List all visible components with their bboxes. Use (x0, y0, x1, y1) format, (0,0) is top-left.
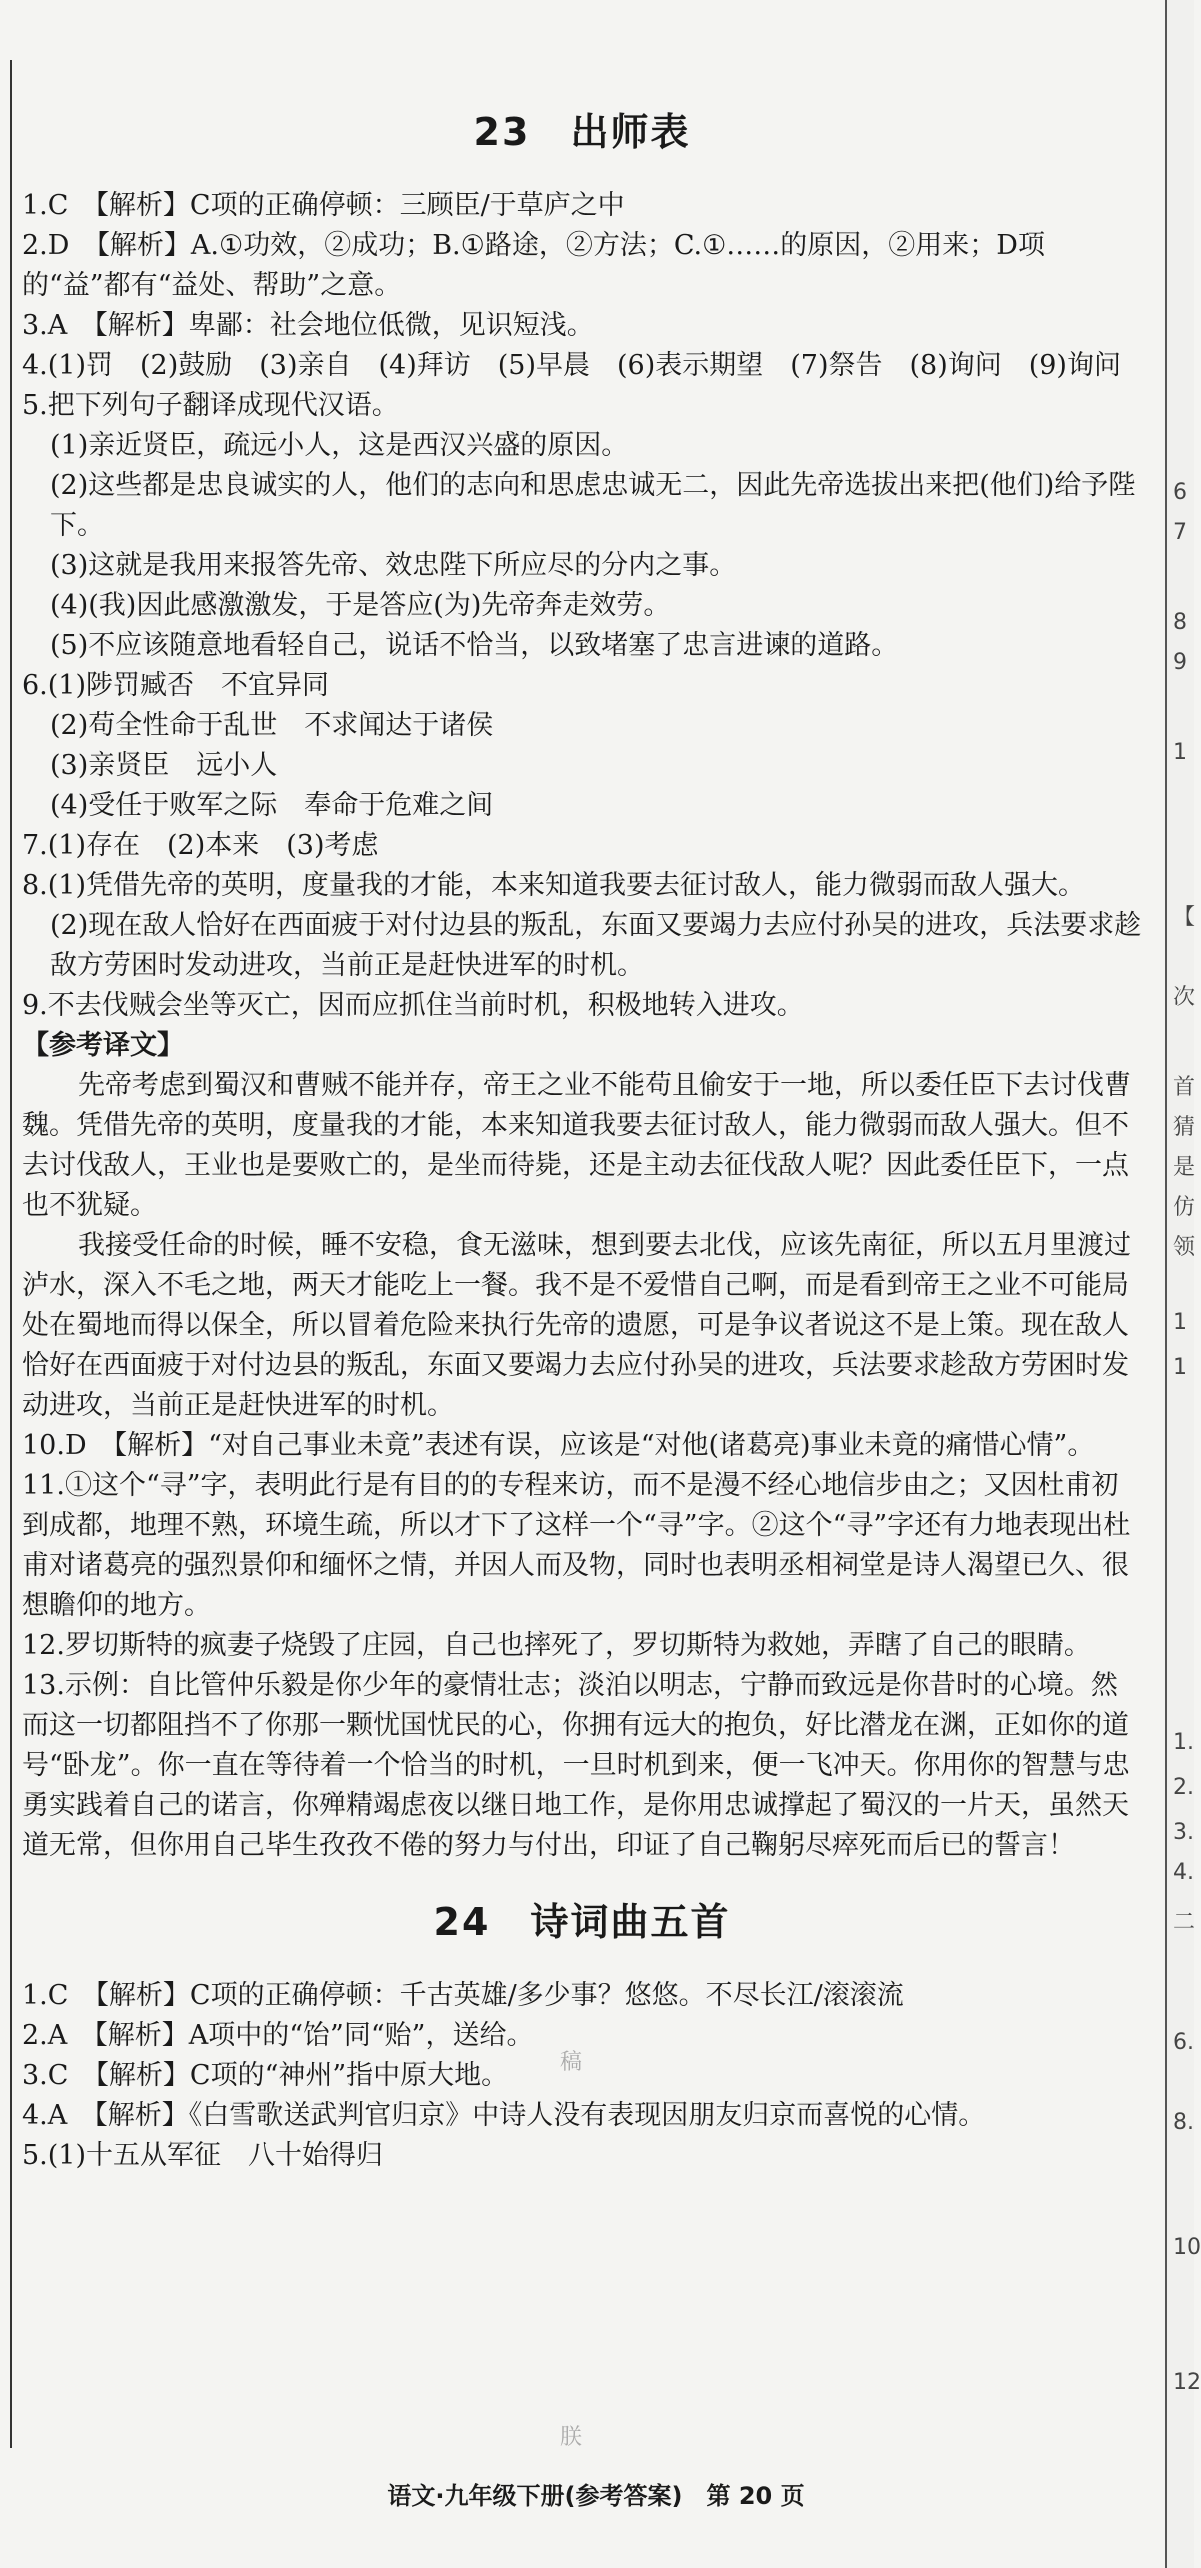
answer-item: 5.(1)十五从军征 八十始得归 (22, 2140, 384, 2171)
answer-item: 10.D 【解析】“对自己事业未竟”表述有误，应该是“对他(诸葛亮)事业未竟的痛惜心情”。 (22, 1430, 1095, 1461)
answer-item: 11.①这个“寻”字，表明此行是有目的的专程来访，而不是漫不经心地信步由之；又因杜甫初到成都，地理不熟，环境生疏，所以才下了这样一个“寻”字。②这个“寻”字还有力地表现出杜甫对诸葛亮的强烈景仰和缅怀之情，并因人而及物，同时也表明丞相祠堂是诗人渴望已久、很想瞻仰的地方。 (22, 1470, 1131, 1621)
answer-item: 6.(1)陟罚臧否 不宜异同 (22, 670, 330, 701)
answer-subitem: (2)现在敌人恰好在西面疲于对付边县的叛乱，东面又要竭力去应付孙吴的进攻，兵法要求趁敌方劳困时发动进攻，当前正是赶快进军的时机。 (50, 910, 1142, 981)
answer-subitem: (2)这些都是忠良诚实的人，他们的志向和思虑忠诚无二，因此先帝选拔出来把(他们)给予陛下。 (50, 470, 1136, 541)
answer-item: 9.不去伐贼会坐等灭亡，因而应抓住当前时机，积极地转入进攻。 (22, 990, 804, 1021)
strip-mark: 仿 (1173, 1195, 1196, 1220)
page-left-edge (10, 60, 12, 2448)
section-title-text: 出师表 (570, 110, 691, 154)
answer-item: 7.(1)存在 (2)本来 (3)考虑 (22, 830, 379, 861)
answer-subitem: (3)这就是我用来报答先帝、效忠陛下所应尽的分内之事。 (50, 550, 737, 581)
faint-stamp: 朕 (560, 2425, 583, 2450)
translation-paragraph: 先帝考虑到蜀汉和曹贼不能并存，帝王之业不能苟且偷安于一地，所以委任臣下去讨伐曹魏。凭借先帝的英明，度量我的才能，本来知道我要去征讨敌人，能力微弱而敌人强大。但不去讨伐敌人，王业也是要败亡的，是坐而待毙，还是主动去征伐敌人呢？因此委任臣下，一点也不犹疑。 (22, 1070, 1131, 1221)
strip-mark: 6. (1173, 2030, 1194, 2055)
strip-mark: 首 (1173, 1075, 1196, 1100)
answer-item: 5.把下列句子翻译成现代汉语。 (22, 390, 399, 421)
strip-mark: 是 (1173, 1155, 1196, 1180)
answer-item: 1.C 【解析】C项的正确停顿：千古英雄/多少事？悠悠。不尽长江/滚滚流 (22, 1980, 904, 2011)
strip-mark: 12 (1173, 2370, 1201, 2395)
section-number: 24 (433, 1900, 491, 1944)
answer-subitem: (4)受任于败军之际 奉命于危难之间 (50, 790, 494, 821)
strip-mark: 【 (1173, 905, 1196, 930)
strip-mark: 1. (1173, 1730, 1194, 1755)
answer-item: 2.D 【解析】A.①功效，②成功；B.①路途，②方法；C.①……的原因，②用来；D项的“益”都有“益处、帮助”之意。 (22, 230, 1045, 301)
adjacent-page-strip (1165, 0, 1201, 2568)
strip-mark: 3. (1173, 1820, 1194, 1845)
answer-item: 3.C 【解析】C项的“神州”指中原大地。 (22, 2060, 509, 2091)
answer-item: 4.A 【解析】《白雪歌送武判官归京》中诗人没有表现因朋友归京而喜悦的心情。 (22, 2100, 986, 2131)
answer-subitem: (5)不应该随意地看轻自己，说话不恰当，以致堵塞了忠言进谏的道路。 (50, 630, 899, 661)
strip-mark: 8 (1173, 610, 1187, 635)
answer-subitem: (1)亲近贤臣，疏远小人，这是西汉兴盛的原因。 (50, 430, 629, 461)
strip-mark: 次 (1173, 985, 1196, 1010)
answer-item: 8.(1)凭借先帝的英明，度量我的才能，本来知道我要去征讨敌人，能力微弱而敌人强大。 (22, 870, 1086, 901)
strip-mark: 9 (1173, 650, 1187, 675)
strip-mark: 领 (1173, 1235, 1196, 1260)
faint-stamp: 稿 (560, 2050, 583, 2075)
strip-mark: 二 (1173, 1910, 1196, 1935)
answer-item: 3.A 【解析】卑鄙：社会地位低微，见识短浅。 (22, 310, 594, 341)
translation-paragraph: 我接受任命的时候，睡不安稳，食无滋味，想到要去北伐，应该先南征，所以五月里渡过泸水，深入不毛之地，两天才能吃上一餐。我不是不爱惜自己啊，而是看到帝王之业不可能局处在蜀地而得以保全，所以冒着危险来执行先帝的遗愿，可是争议者说这不是上策。现在敌人恰好在西面疲于对付边县的叛乱，东面又要竭力去应付孙吴的进攻，兵法要求趁敌方劳困时发动进攻，当前正是赶快进军的时机。 (22, 1230, 1131, 1421)
section-title-text: 诗词曲五首 (530, 1900, 731, 1944)
answer-item: 12.罗切斯特的疯妻子烧毁了庄园，自己也摔死了，罗切斯特为救她，弄瞎了自己的眼睛。 (22, 1630, 1091, 1661)
answer-subitem: (2)苟全性命于乱世 不求闻达于诸侯 (50, 710, 494, 741)
section-number: 23 (473, 110, 531, 154)
strip-mark: 10 (1173, 2235, 1201, 2260)
answer-item: 2.A 【解析】A项中的“饴”同“贻”，送给。 (22, 2020, 534, 2051)
answer-item: 4.(1)罚 (2)鼓励 (3)亲自 (4)拜访 (5)早晨 (6)表示期望 (7)祭告 (8)询问 (9)询问 (22, 350, 1121, 381)
strip-mark: 6 (1173, 480, 1187, 505)
answer-subitem: (3)亲贤臣 远小人 (50, 750, 278, 781)
answer-item: 1.C 【解析】C项的正确停顿：三顾臣/于草庐之中 (22, 190, 625, 221)
answer-content (22, 100, 1142, 2176)
strip-mark: 1 (1173, 740, 1187, 765)
answer-subitem: (4)(我)因此感激激发，于是答应(为)先帝奔走效劳。 (50, 590, 671, 621)
strip-mark: 1 (1173, 1355, 1187, 1380)
strip-mark: 2. (1173, 1775, 1194, 1800)
answer-item: 13.示例：自比管仲乐毅是你少年的豪情壮志；淡泊以明志，宁静而致远是你昔时的心境。然而这一切都阻挡不了你那一颗忧国忧民的心，你拥有远大的抱负，好比潜龙在渊，正如你的道号“卧龙”。你一直在等待着一个恰当的时机，一旦时机到来，便一飞冲天。你用你的智慧与忠勇实践着自己的诺言，你殚精竭虑夜以继日地工作，是你用忠诚撑起了蜀汉的一片天，虽然天道无常，但你用自己毕生孜孜不倦的努力与付出，印证了自己鞠躬尽瘁死而后已的誓言！ (22, 1670, 1130, 1861)
translation-heading: 【参考译文】 (22, 1030, 184, 1061)
page-footer: 语文·九年级下册(参考答案) 第 20 页 (387, 2482, 805, 2510)
strip-mark: 猜 (1173, 1115, 1196, 1140)
strip-mark: 4. (1173, 1860, 1194, 1885)
strip-mark: 8. (1173, 2110, 1194, 2135)
section-24-title (22, 1902, 1142, 1942)
strip-mark: 7 (1173, 520, 1187, 545)
strip-mark: 1 (1173, 1310, 1187, 1335)
section-23-title (22, 112, 1142, 152)
